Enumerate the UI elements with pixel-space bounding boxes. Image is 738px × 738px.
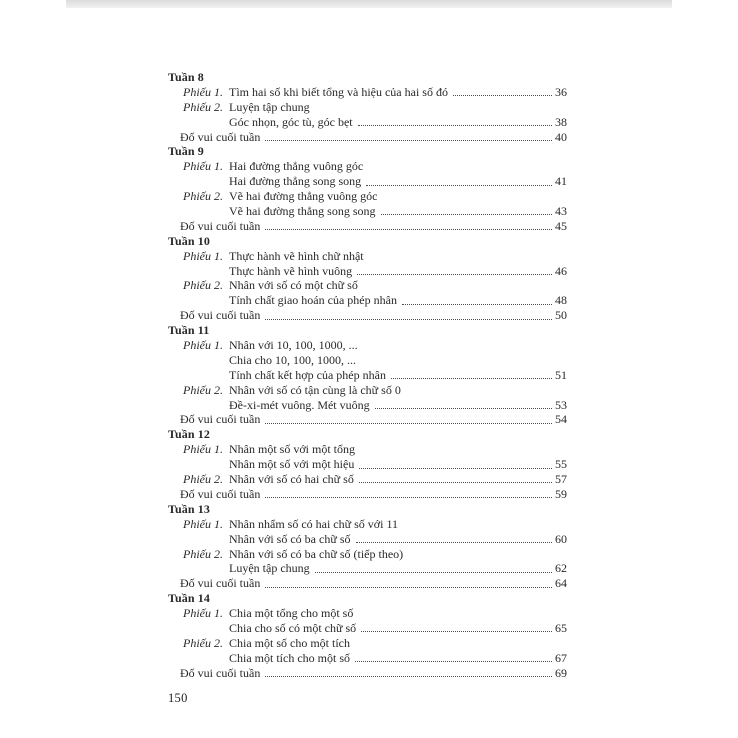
toc-row	[168, 174, 567, 189]
week-header: Tuần 8	[168, 70, 204, 84]
page-ref: 36	[555, 84, 567, 99]
entry-title: Nhân một số với một tổng	[229, 442, 356, 457]
toc-row	[168, 517, 567, 532]
page-ref: 54	[555, 412, 567, 427]
toc-row	[168, 442, 567, 457]
entry-title: Nhân với số có tận cùng là chữ số 0	[229, 382, 401, 397]
toc-row	[168, 651, 567, 666]
dot-leader	[356, 542, 553, 543]
sheet-label: Phiếu 2.	[183, 189, 223, 204]
photo-edge-bar	[66, 0, 672, 8]
dot-leader	[265, 140, 552, 141]
dot-leader	[265, 497, 552, 498]
entry-title: Nhân với số có ba chữ số (tiếp theo)	[229, 546, 404, 561]
toc-row	[168, 130, 567, 145]
entry-title: Góc nhọn, góc tù, góc bẹt	[229, 114, 353, 129]
dot-leader	[265, 423, 552, 424]
entry-title: Vẽ hai đường thẳng vuông góc	[229, 189, 378, 204]
entry-title: Tính chất kết hợp của phép nhân	[229, 367, 386, 382]
toc-row	[168, 278, 567, 293]
dot-leader	[265, 229, 552, 230]
dot-leader	[366, 185, 552, 186]
toc-row	[168, 85, 567, 100]
sheet-label: Phiếu 2.	[183, 635, 223, 650]
entry-title: Vẽ hai đường thẳng song song	[229, 204, 376, 219]
entry-title: Nhân một số với một hiệu	[229, 457, 355, 472]
toc-row	[168, 576, 567, 591]
entry-title: Chia một tổng cho một số	[229, 606, 354, 621]
toc-row	[168, 636, 567, 651]
sheet-label: Phiếu 2.	[183, 546, 223, 561]
dot-leader	[375, 408, 552, 409]
week-header: Tuần 11	[168, 323, 210, 338]
page-ref: 57	[555, 472, 567, 487]
entry-title: Nhân với 10, 100, 1000, ...	[229, 338, 358, 353]
entry-title: Đố vui cuối tuần	[180, 412, 261, 427]
toc-row	[168, 472, 567, 487]
dot-leader	[358, 125, 552, 126]
entry-title: Tìm hai số khi biết tổng và hiệu của hai số đó	[229, 84, 448, 99]
toc-row	[168, 412, 567, 427]
page-ref: 51	[555, 367, 567, 382]
toc-row	[168, 383, 567, 398]
toc-row	[168, 249, 567, 264]
sheet-label: Phiếu 1.	[183, 606, 223, 621]
toc-row	[168, 487, 567, 502]
toc-row	[168, 204, 567, 219]
page-ref: 55	[555, 457, 567, 472]
toc-row	[168, 606, 567, 621]
toc-row	[168, 561, 567, 576]
toc-row	[168, 368, 567, 383]
sheet-label: Phiếu 2.	[183, 278, 223, 293]
page-ref: 60	[555, 531, 567, 546]
page-ref: 40	[555, 129, 567, 144]
entry-title: Chia một tích cho một số	[229, 650, 350, 665]
entry-title: Đố vui cuối tuần	[180, 486, 261, 501]
page-ref: 59	[555, 486, 567, 501]
dot-leader	[315, 572, 552, 573]
entry-title: Chia một số cho một tích	[229, 635, 350, 650]
dot-leader	[265, 319, 552, 320]
week-header: Tuần 14	[168, 591, 210, 606]
entry-title: Nhân với số có ba chữ số	[229, 531, 351, 546]
page-number: 150	[168, 691, 188, 705]
sheet-label: Phiếu 2.	[183, 472, 223, 487]
sheet-label: Phiếu 1.	[183, 84, 223, 99]
entry-title: Hai đường thẳng vuông góc	[229, 159, 364, 174]
entry-title: Hai đường thẳng song song	[229, 174, 362, 189]
toc-row	[168, 457, 567, 472]
sheet-label: Phiếu 2.	[183, 99, 223, 114]
dot-leader	[355, 661, 552, 662]
dot-leader	[402, 304, 552, 305]
page-ref: 41	[555, 174, 567, 189]
dot-leader	[391, 378, 552, 379]
page-ref: 69	[555, 665, 567, 680]
sheet-label: Phiếu 1.	[183, 248, 223, 263]
toc-row	[168, 547, 567, 562]
page-ref: 43	[555, 204, 567, 219]
entry-title: Thực hành vẽ hình chữ nhật	[229, 248, 364, 263]
entry-title: Đố vui cuối tuần	[180, 576, 261, 591]
page-ref: 38	[555, 114, 567, 129]
entry-title: Nhân với số có một chữ số	[229, 278, 358, 293]
dot-leader	[265, 587, 552, 588]
page-ref: 65	[555, 620, 567, 635]
sheet-label: Phiếu 1.	[183, 159, 223, 174]
entry-title: Luyện tập chung	[229, 99, 310, 114]
entry-title: Luyện tập chung	[229, 561, 310, 576]
page-ref: 62	[555, 561, 567, 576]
entry-title: Tính chất giao hoán của phép nhân	[229, 293, 397, 308]
week-header: Tuần 13	[168, 501, 210, 516]
toc-row	[168, 293, 567, 308]
entry-title: Đố vui cuối tuần	[180, 665, 261, 680]
table-of-contents	[168, 70, 567, 681]
toc-row	[168, 159, 567, 174]
entry-title: Đố vui cuối tuần	[180, 308, 261, 323]
week-header: Tuần 9	[168, 144, 204, 159]
toc-row	[168, 308, 567, 323]
entry-title: Thực hành vẽ hình vuông	[229, 263, 353, 278]
toc-row	[168, 115, 567, 130]
entry-title: Nhân với số có hai chữ số	[229, 472, 354, 487]
dot-leader	[265, 676, 552, 677]
entry-title: Chia cho 10, 100, 1000, ...	[229, 352, 356, 367]
dot-leader	[453, 95, 552, 96]
toc-row	[168, 666, 567, 681]
dot-leader	[357, 274, 552, 275]
week-header: Tuần 12	[168, 427, 210, 442]
page-ref: 46	[555, 263, 567, 278]
page-ref: 45	[555, 218, 567, 233]
toc-row	[168, 219, 567, 234]
page-ref: 64	[555, 576, 567, 591]
toc-row	[168, 353, 567, 368]
toc-row	[168, 100, 567, 115]
page-ref: 48	[555, 293, 567, 308]
toc-row	[168, 532, 567, 547]
toc-row	[168, 398, 567, 413]
entry-title: Đố vui cuối tuần	[180, 218, 261, 233]
week-header: Tuần 10	[168, 233, 210, 248]
page-ref: 53	[555, 397, 567, 412]
dot-leader	[381, 214, 552, 215]
sheet-label: Phiếu 2.	[183, 382, 223, 397]
toc-row	[168, 189, 567, 204]
entry-title: Nhân nhẩm số có hai chữ số với 11	[229, 516, 399, 531]
sheet-label: Phiếu 1.	[183, 442, 223, 457]
dot-leader	[359, 468, 552, 469]
page-ref: 50	[555, 308, 567, 323]
entry-title: Chia cho số có một chữ số	[229, 620, 357, 635]
entry-title: Đề-xi-mét vuông. Mét vuông	[229, 397, 370, 412]
toc-row	[168, 621, 567, 636]
dot-leader	[361, 631, 552, 632]
page-ref: 67	[555, 650, 567, 665]
dot-leader	[359, 482, 552, 483]
sheet-label: Phiếu 1.	[183, 338, 223, 353]
toc-row	[168, 264, 567, 279]
toc-row	[168, 338, 567, 353]
sheet-label: Phiếu 1.	[183, 516, 223, 531]
entry-title: Đố vui cuối tuần	[180, 129, 261, 144]
